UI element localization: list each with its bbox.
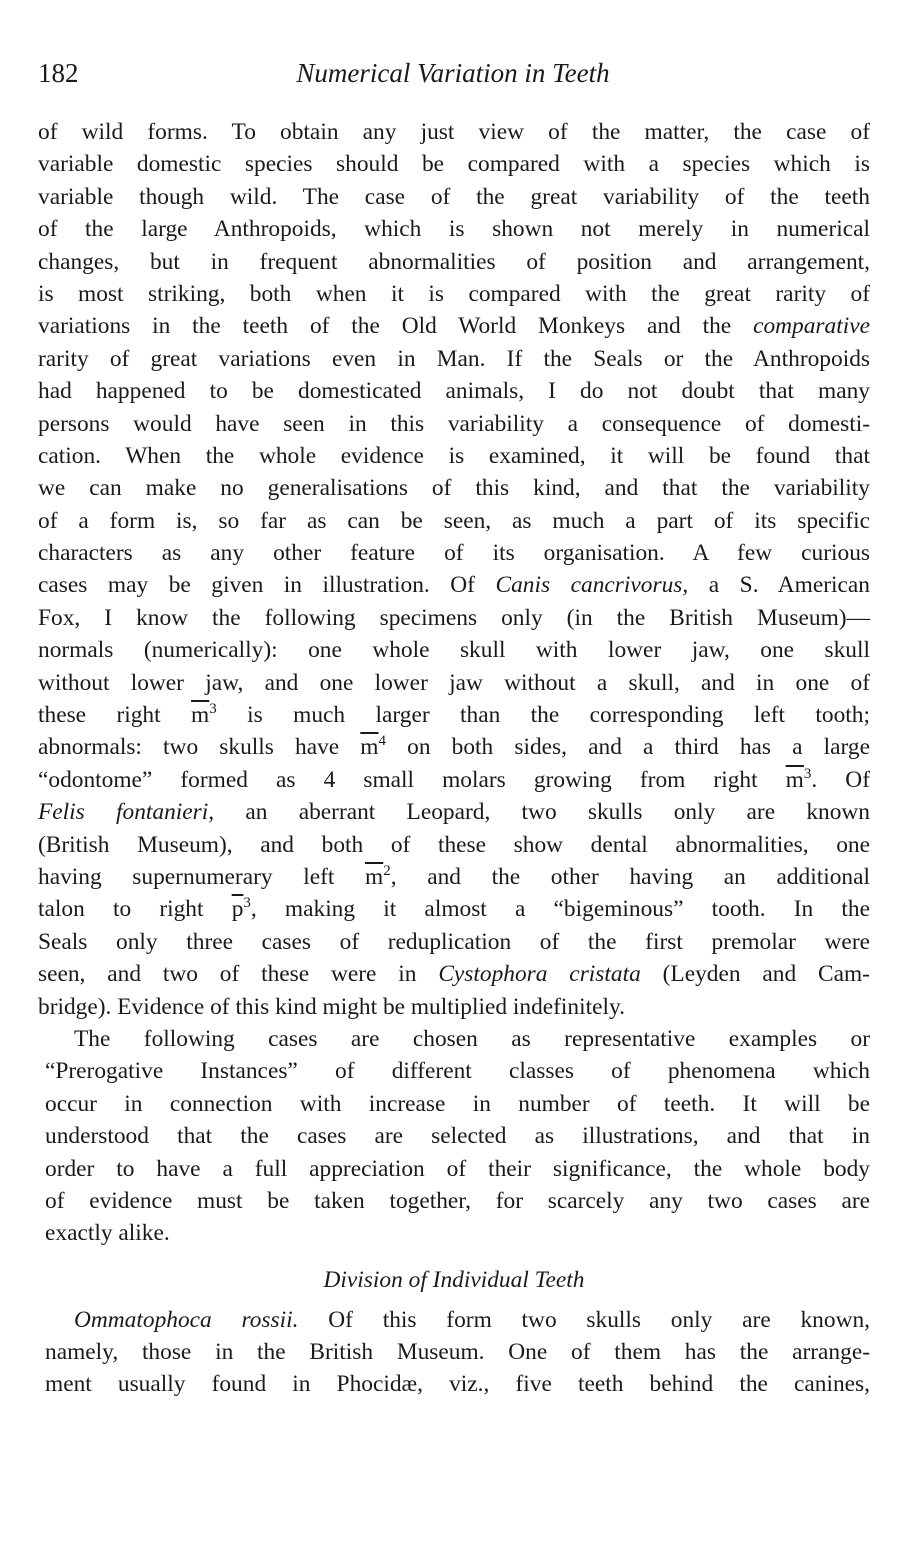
text-line: variable though wild. The case of the great variability of the teeth [38,183,870,210]
text-line: normals (numerically): one whole skull with lower jaw, one skull [38,637,870,664]
text-line: abnormals: two skulls have $\overline{m}^4$ on both sides, and a third has a large [38,733,870,761]
text-line: having supernumerary left $\overline{m}^2$, and the other having an additional [38,863,871,890]
text-line: rarity of great variations even in Man. If the Seals or the Anthropoids [38,345,870,372]
text-line: understood that the cases are selected as illustrations, and that in [45,1123,870,1150]
text-line: Felis fontanieri, an aberrant Leopard, two skulls only are known [38,799,870,826]
text-line: changes, but in frequent abnormalities of position and arrangement, [38,248,870,275]
text-line: bridge). Evidence of this kind might be multiplied indefinitely. [38,993,626,1020]
text-line: (British Museum), and both of these show dental abnormalities, one [38,831,870,858]
text-line: variations in the teeth of the Old World Monkeys and the comparative [38,313,870,340]
text-line: these right $\overline{m}^3$ is much larger than the corresponding left tooth; [38,701,870,729]
text-line: ment usually found in Phocidæ, viz., five teeth behind the canines, [45,1371,870,1398]
text-line: seen, and two of these were in Cystophora cristata (Leyden and Cam- [38,961,870,988]
text-line: of wild forms. To obtain any just view of the matter, the case of [38,119,870,145]
running-title: Numerical Variation in Teeth [296,58,610,88]
text-line: “Prerogative Instances” of different classes of phenomena which [45,1058,870,1085]
text-line: of a form is, so far as can be seen, as much a part of its specific [38,507,870,534]
text-line: occur in connection with increase in number of teeth. It will be [45,1090,870,1117]
text-line: of evidence must be taken together, for scarcely any two cases are [45,1187,870,1214]
section-heading: Division of Individual Teeth [323,1266,585,1293]
text-line: Fox, I know the following specimens only (in the British Museum)— [38,604,870,631]
text-line: is most striking, both when it is compared with the great rarity of [38,280,870,307]
text-line: The following cases are chosen as representative examples or [74,1025,870,1052]
text-line: cases may be given in illustration. Of Canis cancrivorus, a S. American [38,572,870,599]
text-line: without lower jaw, and one lower jaw without a skull, and in one of [38,669,870,696]
text-line: Seals only three cases of reduplication of the first premolar were [38,928,870,955]
text-line: persons would have seen in this variability a consequence of domesti- [38,410,870,437]
text-line: characters as any other feature of its organisation. A few curious [38,540,870,567]
text-line: we can make no generalisations of this kind, and that the variability [38,475,870,502]
page-header [38,58,868,98]
text-line: variable domestic species should be compared with a species which is [38,151,870,178]
text-line: Ommatophoca rossii. Of this form two skulls only are known, [74,1306,870,1333]
text-line: of the large Anthropoids, which is shown not merely in numerical [38,216,870,243]
text-line: cation. When the whole evidence is examined, it will be found that [38,442,870,469]
text-line: namely, those in the British Museum. One of them has the arrange- [45,1339,870,1366]
text-line: exactly alike. [45,1220,170,1247]
text-line: had happened to be domesticated animals, I do not doubt that many [38,378,870,405]
text-line: order to have a full appreciation of their significance, the whole body [45,1155,870,1182]
text-line: talon to right $\overline{p}^3$, making it almost a “bigeminous” tooth. In the [38,895,870,923]
text-line: “odontome” formed as 4 small molars growing from right $\overline{m}^3$. Of [38,766,870,793]
body-text [38,116,870,1401]
page-number: 182 [38,58,79,88]
